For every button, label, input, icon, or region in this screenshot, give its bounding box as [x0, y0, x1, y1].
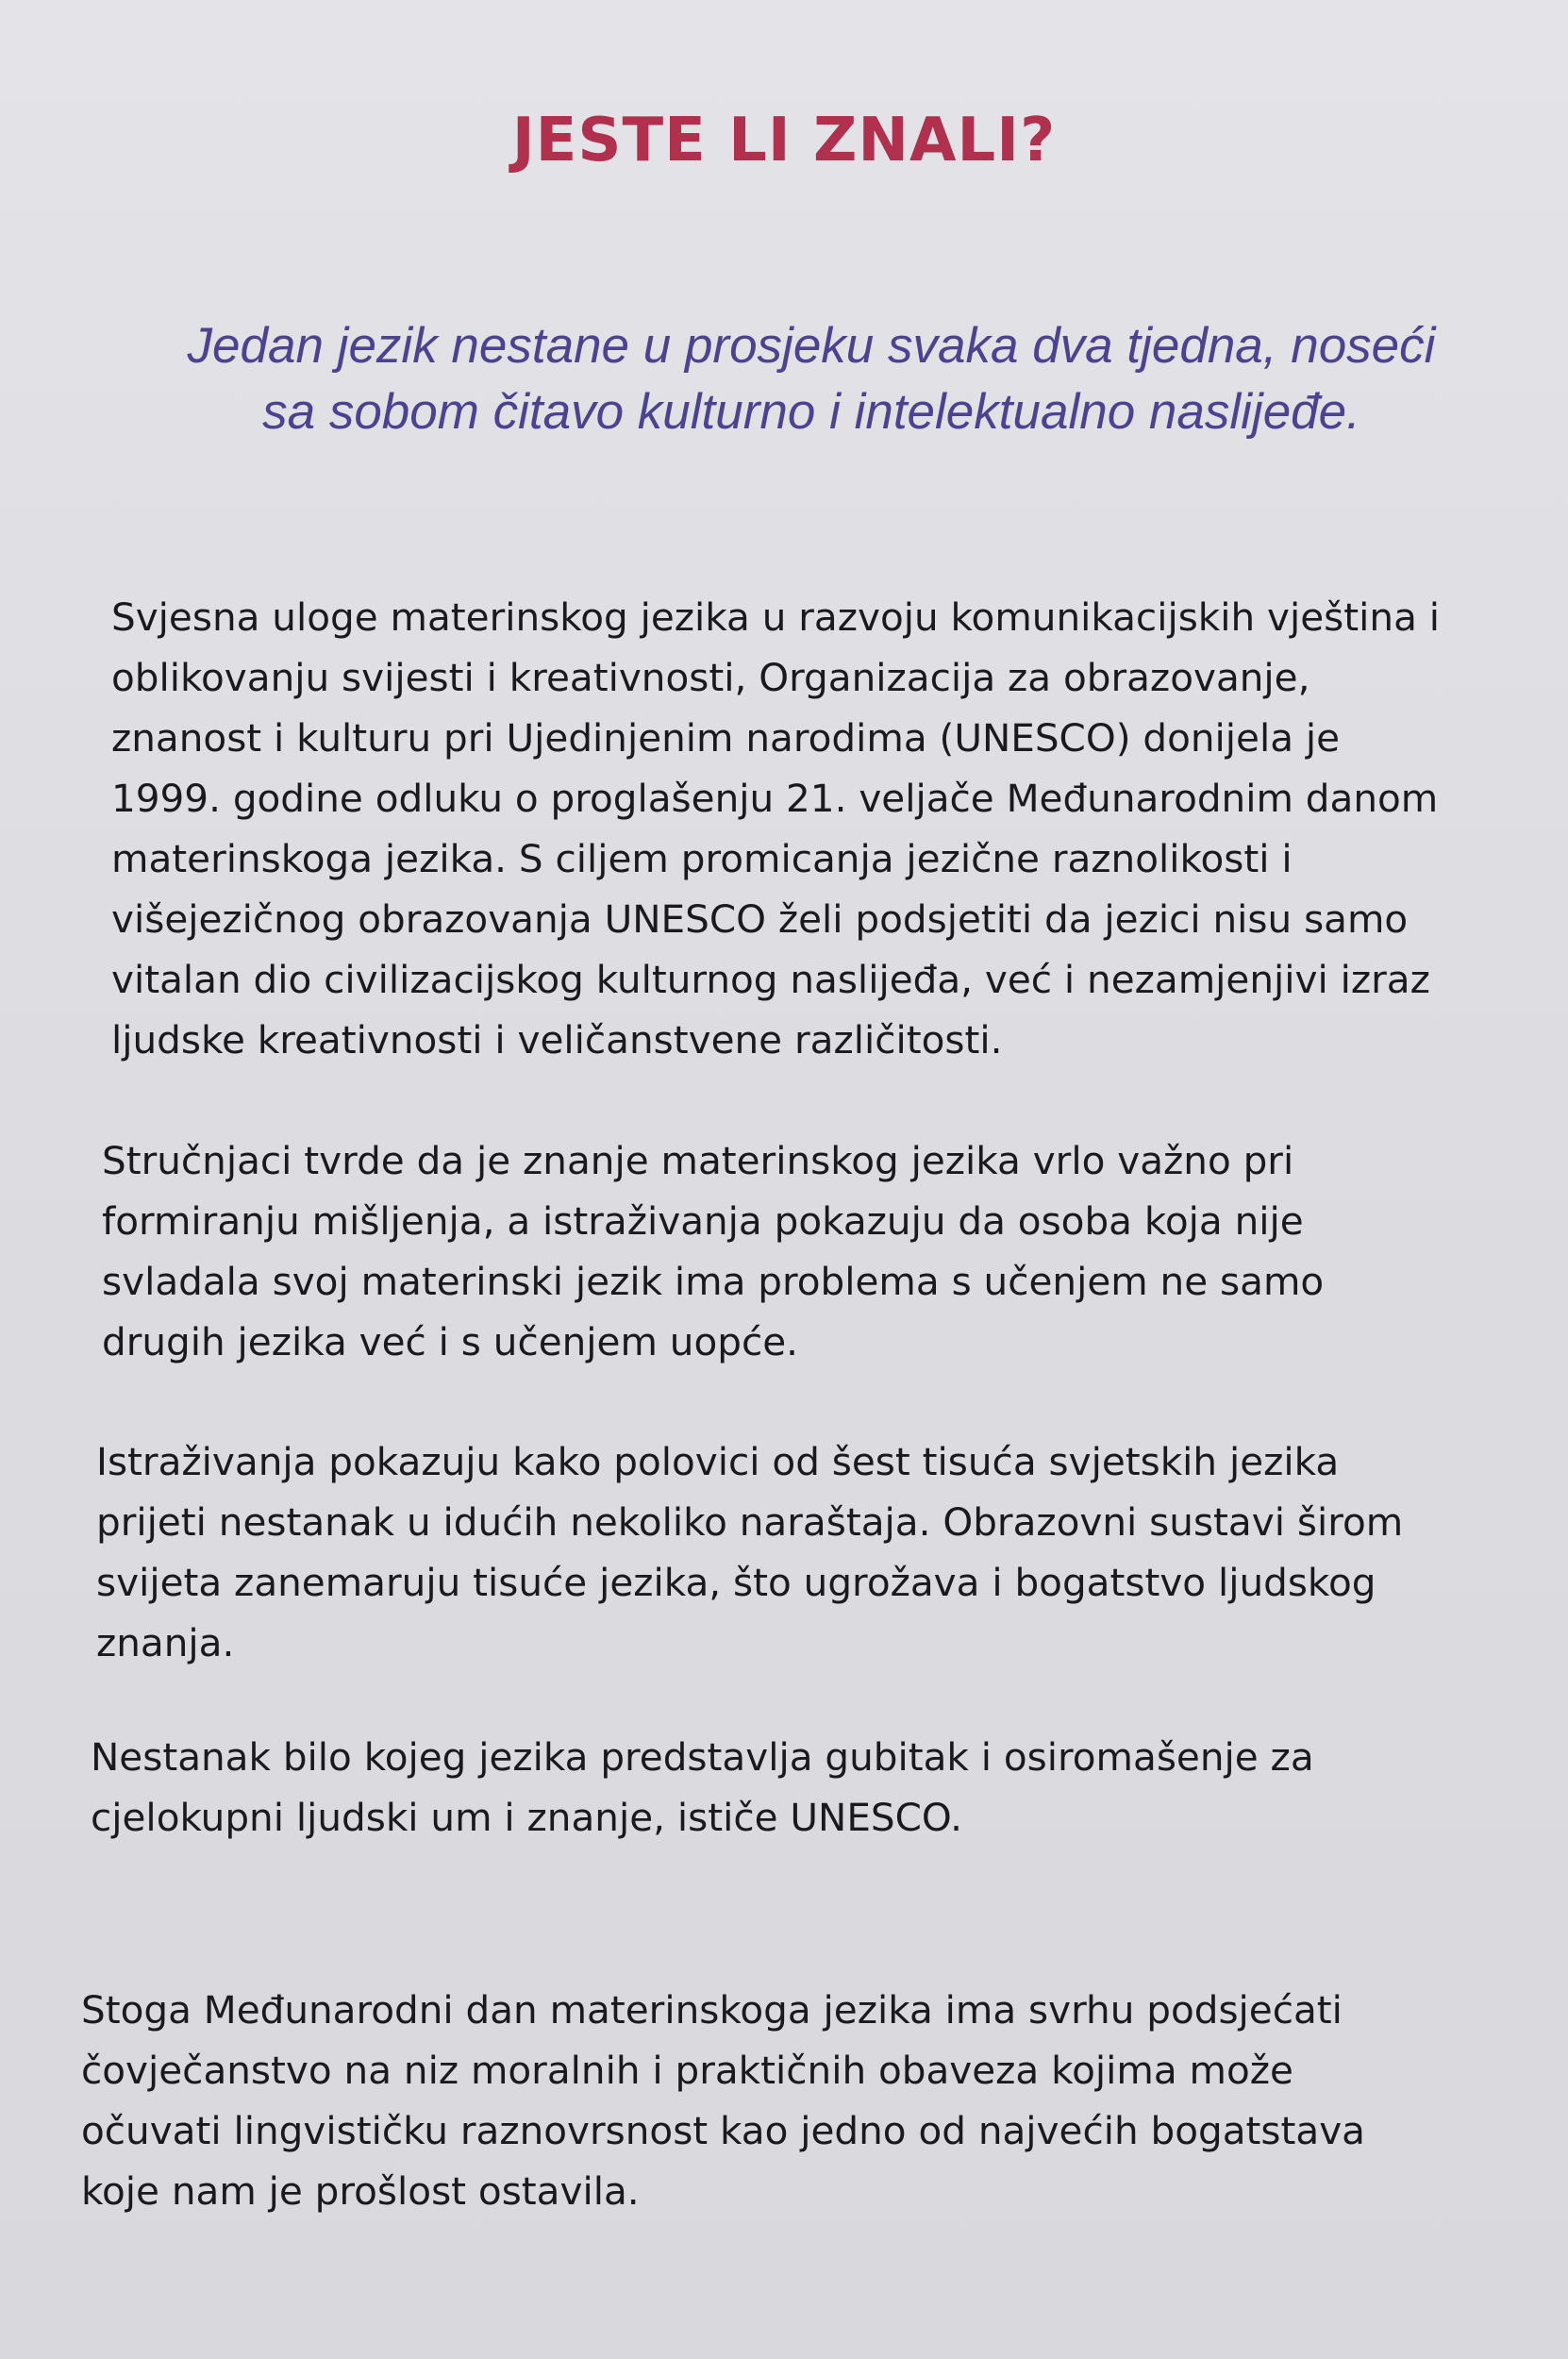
paragraph-research: Istraživanja pokazuju kako polovici od šest tisuća svjetskih jezika prijeti nestanak u idućih nekoliko naraštaja. Obrazovni sustavi širom svijeta zanemaruju tisuće jezika, što ugrožava i bogatstvo ljudskog znanja.: [96, 1439, 1404, 1665]
paragraph-unesco-decision: Svjesna uloge materinskog jezika u razvoju komunikacijskih vještina i oblikovanju svijesti i kreativnosti, Organizacija za obrazovanje, znanost i kulturu pri Ujedinjenim narodima (UNESCO) donijela je 1999. godine odluku o proglašenju 21. veljače Međunarodnim danom materinskoga jezika. S ciljem promicanja jezične raznolikosti i višejezičnog obrazovanja UNESCO želi podsjetiti da jezici nisu samo vitalan dio civilizacijskog kulturnog naslijeđa, već i nezamjenjivi izraz ljudske kreativnosti i veličanstvene različitosti.: [111, 594, 1441, 1062]
subtitle-quote: Jedan jezik nestane u prosjeku svaka dva tjedna, noseći sa sobom čitavo kulturno i intelektualno naslijeđe.: [187, 318, 1436, 440]
page-title: JESTE LI ZNALI?: [511, 106, 1057, 176]
paragraph-experts: Stručnjaci tvrde da je znanje materinskog jezika vrlo važno pri formiranju mišljenja, a istraživanja pokazuju da osoba koja nije svladala svoj materinski jezik ima problema s učenjem ne samo drugih jezika već i s učenjem uopće.: [102, 1138, 1325, 1364]
paragraph-conclusion: Stoga Međunarodni dan materinskoga jezika ima svrhu podsjećati čovječanstvo na niz moralnih i praktičnih obaveza kojima može očuvati lingvističku raznovrsnost kao jedno od najvećih bogatstava koje nam je prošlost ostavila.: [81, 1987, 1365, 2214]
paragraph-loss: Nestanak bilo kojeg jezika predstavlja gubitak i osiromašenje za cjelokupni ljudski um i znanje, ističe UNESCO.: [91, 1734, 1314, 1840]
